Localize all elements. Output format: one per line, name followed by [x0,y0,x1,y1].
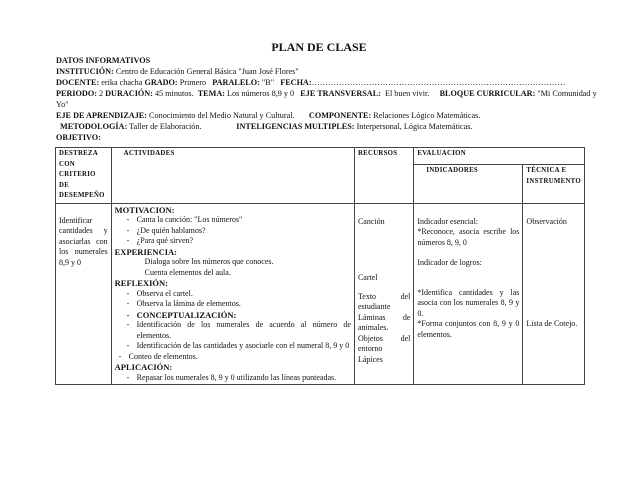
list-item: - Canta la canción: "Los números" [123,215,351,226]
indicador-esencial-text: *Reconoce, asocia escribe los números 8, 9, 0 [417,227,520,247]
recurso-item: Canción [357,216,385,226]
aplicacion-heading: APLICACIÓN: [114,362,173,372]
table-header-row [56,148,585,165]
list-item: - Conteo de elementos. [115,352,351,363]
tecnica-cell [523,203,585,385]
list-item: - ¿De quién hablamos? [123,226,351,237]
list-item: Dialoga sobre los números que conoces. [144,257,274,266]
reflexion-heading: REFLEXIÓN: [114,278,169,288]
indicador-logro-item: *Forma conjuntos con 8, 9 y 0 elementos. [417,319,520,339]
conceptualizacion-heading: - CONCEPTUALIZACIÓN: [123,310,351,321]
list-item: - ¿Para qué sirven? [123,236,351,247]
recurso-item: Cartel [357,273,378,282]
experiencia-heading: EXPERIENCIA: [114,246,177,257]
list-item: - Observa la lámina de elementos. [123,299,351,310]
plan-table [55,147,585,385]
header-evaluacion: EVALUACION [414,148,585,165]
header-destreza: DESTREZA CON CRITERIO DE DESEMPEÑO [56,148,112,204]
recursos-cell [354,203,413,385]
recurso-item: Lápices [357,354,383,364]
info-eje-aprendizaje: EJE DE APRENDIZAJE: Conocimiento del Medio Natural y Cultural. COMPONENTE: Relaciones Lógico Matemáticas. [56,111,481,120]
info-bloque-cont: Yo" [56,100,69,109]
indicador-logros-label: Indicador de logros: [417,258,482,267]
info-docente-line: DOCENTE: erika chacha GRADO: Primero PARALELO: "B" FECHA:………………………………………………………………………………… [56,78,566,87]
page-title: PLAN DE CLASE [271,40,367,54]
tecnica-item: Observación [526,216,567,226]
list-item: - Repasar los numerales 8, 9 y 0 utilizando las líneas punteadas. [123,373,351,384]
info-metodologia: METODOLOGÍA: Taller de Elaboración. INTELIGENCIAS MULTIPLES: Interpersonal, Lógica Matemáticas. [60,122,473,131]
table-row [56,203,585,385]
indicador-esencial-label: Indicador esencial: [417,216,479,226]
header-recursos: RECURSOS [354,148,413,204]
destreza-cell: Identificar cantidades y asociarlas con los numerales 8,9 y 0 [56,203,112,385]
info-periodo-line: PERIODO: 2 DURACIÓN: 45 minutos. TEMA: Los números 8,9 y 0 EJE TRANSVERSAL: El buen vivir. BLOQUE CURRICULAR: "Mi Comunidad y [56,89,597,98]
list-item: - Identificación de los numerales de acuerdo al número de elementos. [123,320,351,341]
recurso-item: Láminas de animales. [357,312,411,332]
list-item: - Observa el cartel. [123,289,351,300]
header-actividades: ACTIVIDADES [111,148,354,204]
tecnica-item: Lista de Cotejo. [526,319,578,328]
list-item: - Identificación de las cantidades y asociarle con el numeral 8, 9 y 0 [123,341,351,352]
info-datos: DATOS INFORMATIVOS [56,56,151,65]
indicadores-cell [414,203,523,385]
recurso-item: Objetos del entorno [357,333,411,353]
recurso-item: Texto del estudiante [357,291,411,311]
actividades-cell [111,203,354,385]
indicador-logro-item: *Identifica cantidades y las asocia con los numerales 8, 9 y 0. [417,287,520,318]
info-institucion: INSTITUCIÓN: Centro de Educación General Básica "Juan José Flores" [56,67,299,76]
info-objetivo: OBJETIVO: [56,133,101,142]
header-indicadores: INDICADORES [414,165,523,204]
header-tecnica: TÉCNICA E INSTRUMENTO [523,165,585,204]
motivacion-heading: MOTIVACION: [114,204,175,215]
list-item: Cuenta elementos del aula. [144,267,231,277]
